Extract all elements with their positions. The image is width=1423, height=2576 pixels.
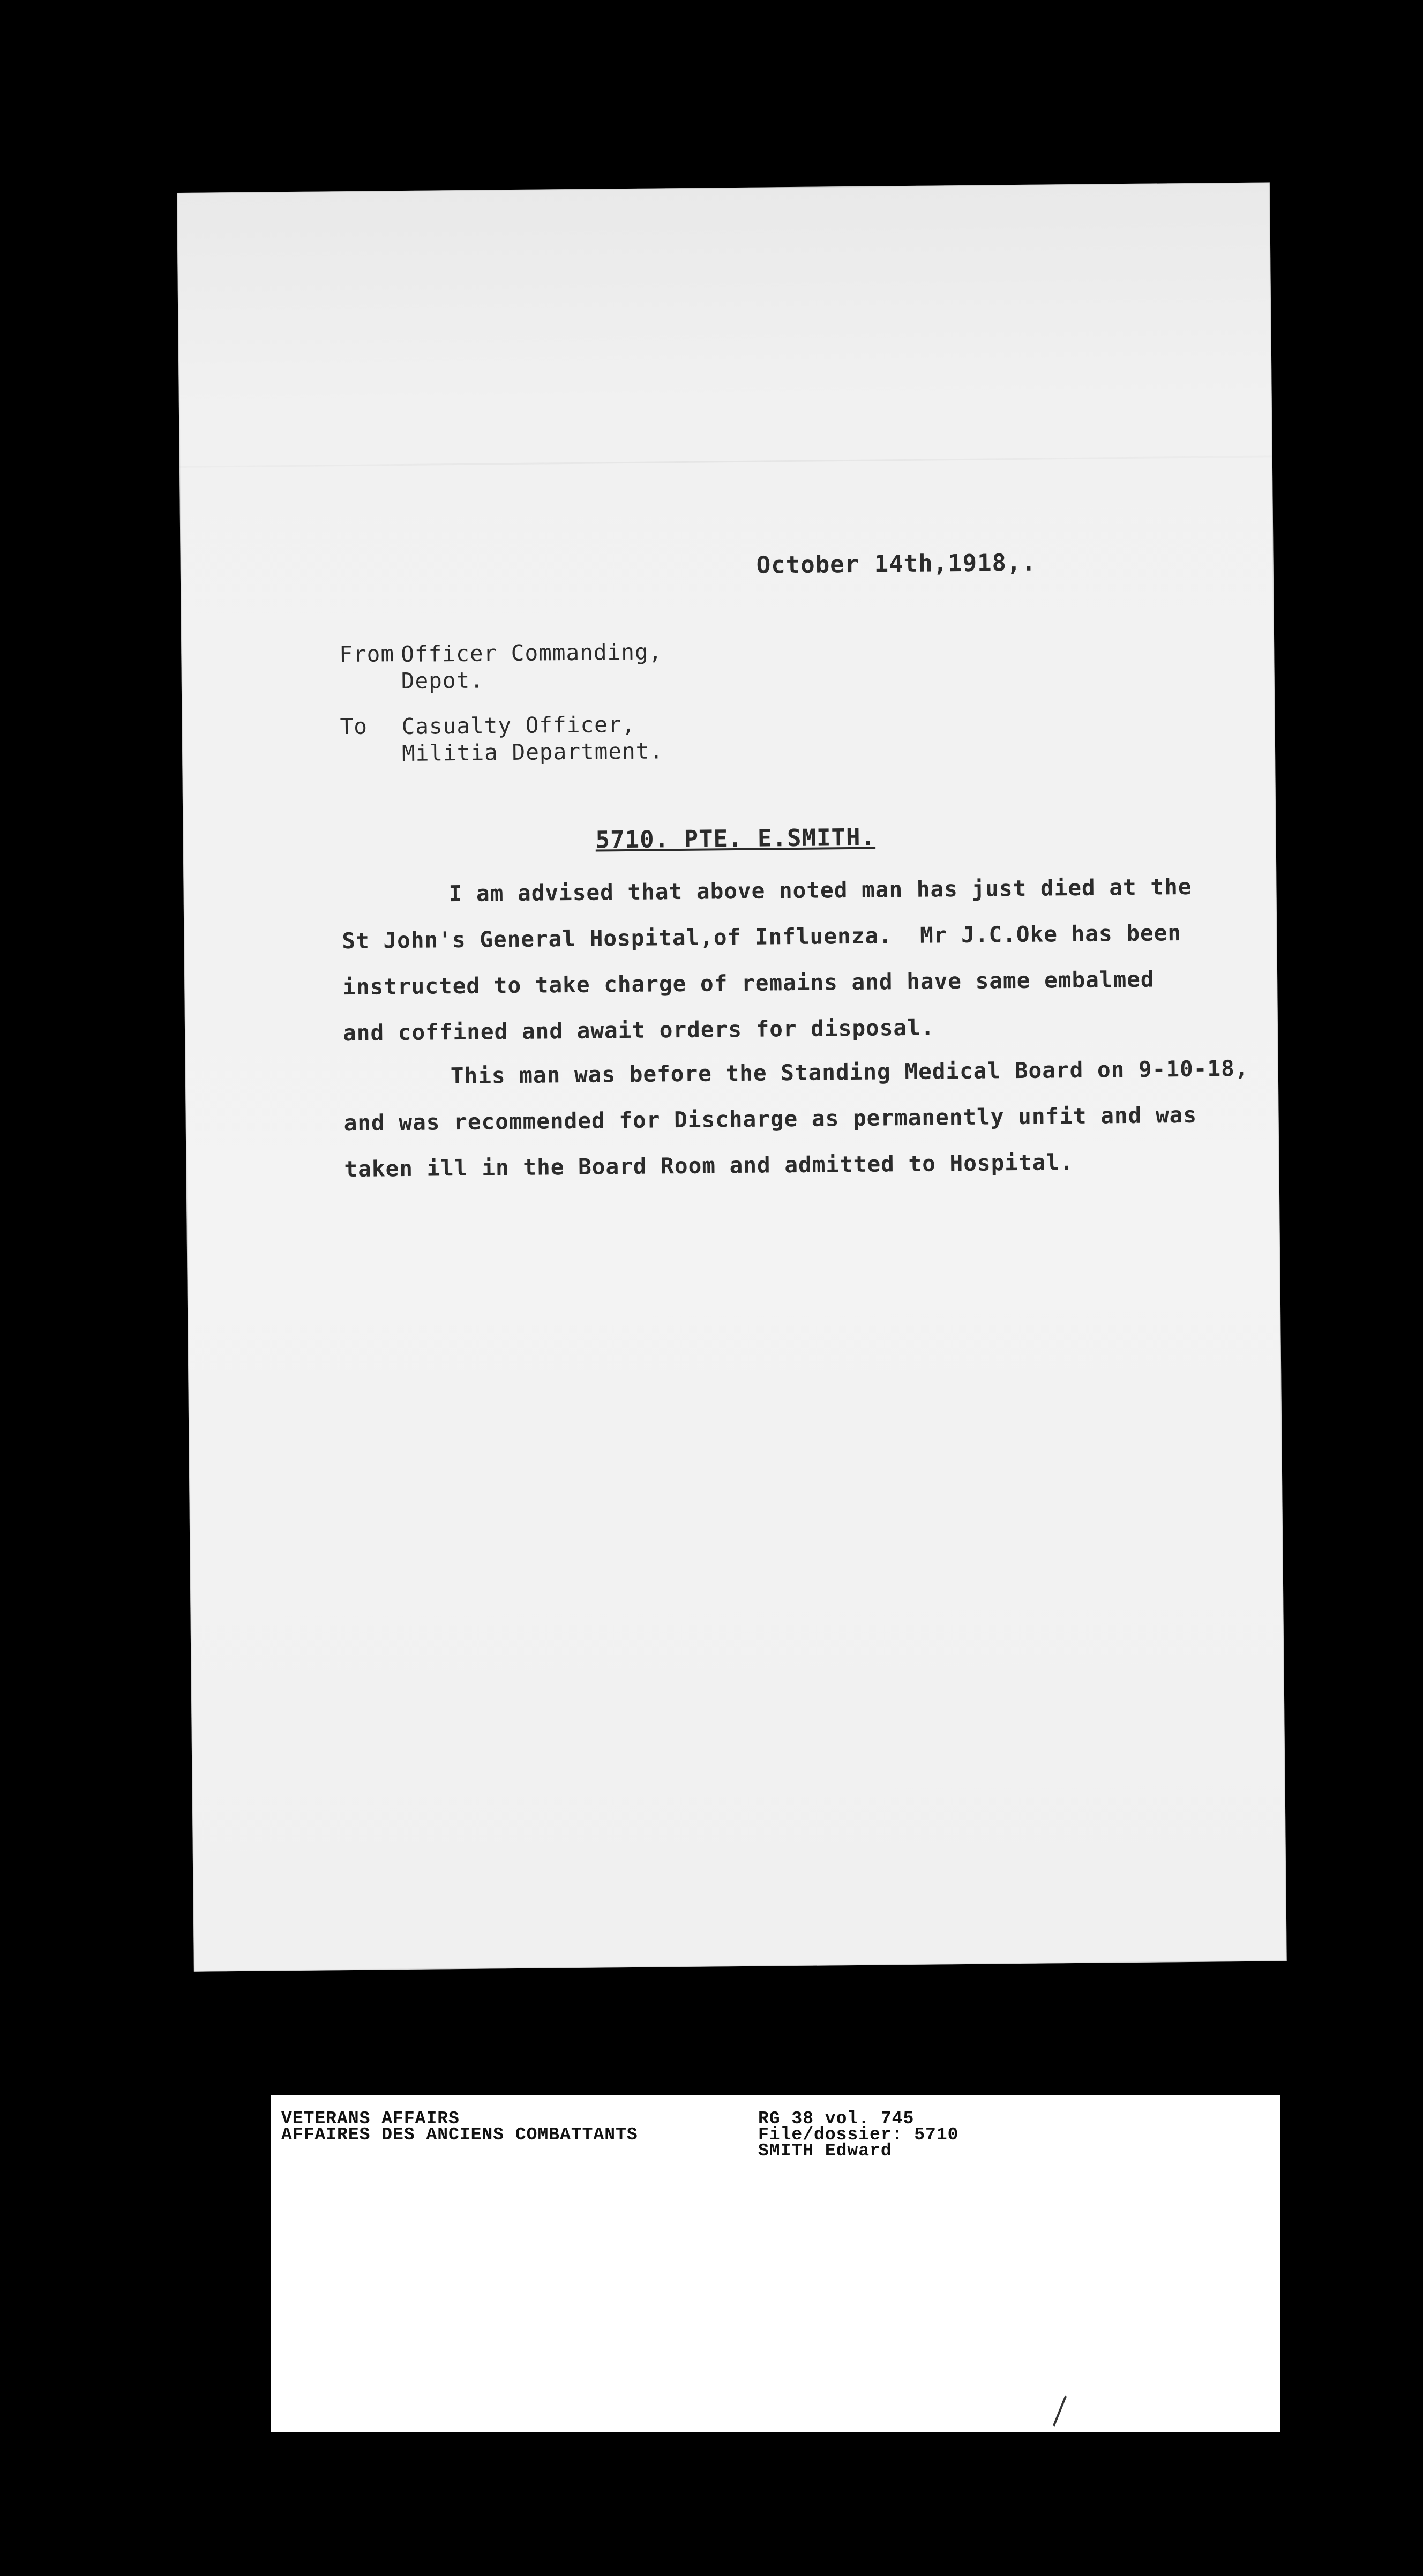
from-line: Officer Commanding, <box>401 639 663 668</box>
to-address <box>401 710 663 767</box>
file-number: File/dossier: 5710 <box>758 2125 959 2145</box>
paragraph-line: St John's General Hospital,of Influenza. Mr J.C.Oke has been <box>342 920 1182 954</box>
paragraph-line: and coffined and await orders for disposal. <box>342 1014 935 1046</box>
department-name <box>281 2111 638 2143</box>
letter-subject: 5710. PTE. E.SMITH. <box>595 823 876 854</box>
to-line: Casualty Officer, <box>401 711 636 740</box>
paragraph-line: instructed to take charge of remains and have same embalmed <box>342 966 1155 1000</box>
paragraph-1 <box>341 864 1193 1056</box>
letter-sheet <box>177 182 1287 1971</box>
letter-date: October 14th,1918,. <box>756 549 1037 579</box>
to-label: To <box>340 713 368 740</box>
record-group-volume: RG 38 vol. 745 <box>758 2109 915 2129</box>
paragraph-2 <box>343 1045 1249 1192</box>
file-reference <box>758 2111 958 2159</box>
to-line: Militia Department. <box>401 738 664 767</box>
paragraph-line: This man was before the Standing Medical Board on 9-10-18, <box>450 1055 1249 1089</box>
from-line: Depot. <box>401 667 484 694</box>
paragraph-line: and was recommended for Discharge as permanently unfit and was <box>343 1102 1197 1136</box>
department-french: AFFAIRES DES ANCIENS COMBATTANTS <box>281 2125 638 2145</box>
paragraph-line: I am advised that above noted man has just died at the <box>448 873 1192 907</box>
paper-fold <box>179 455 1272 468</box>
department-english: VETERANS AFFAIRS <box>281 2109 460 2129</box>
archive-label-card <box>271 2095 1280 2432</box>
paragraph-line: taken ill in the Board Room and admitted to Hospital. <box>344 1149 1074 1182</box>
pen-mark <box>1053 2395 1067 2426</box>
from-label: From <box>339 641 395 668</box>
soldier-name: SMITH Edward <box>758 2141 892 2161</box>
from-address <box>401 638 663 694</box>
